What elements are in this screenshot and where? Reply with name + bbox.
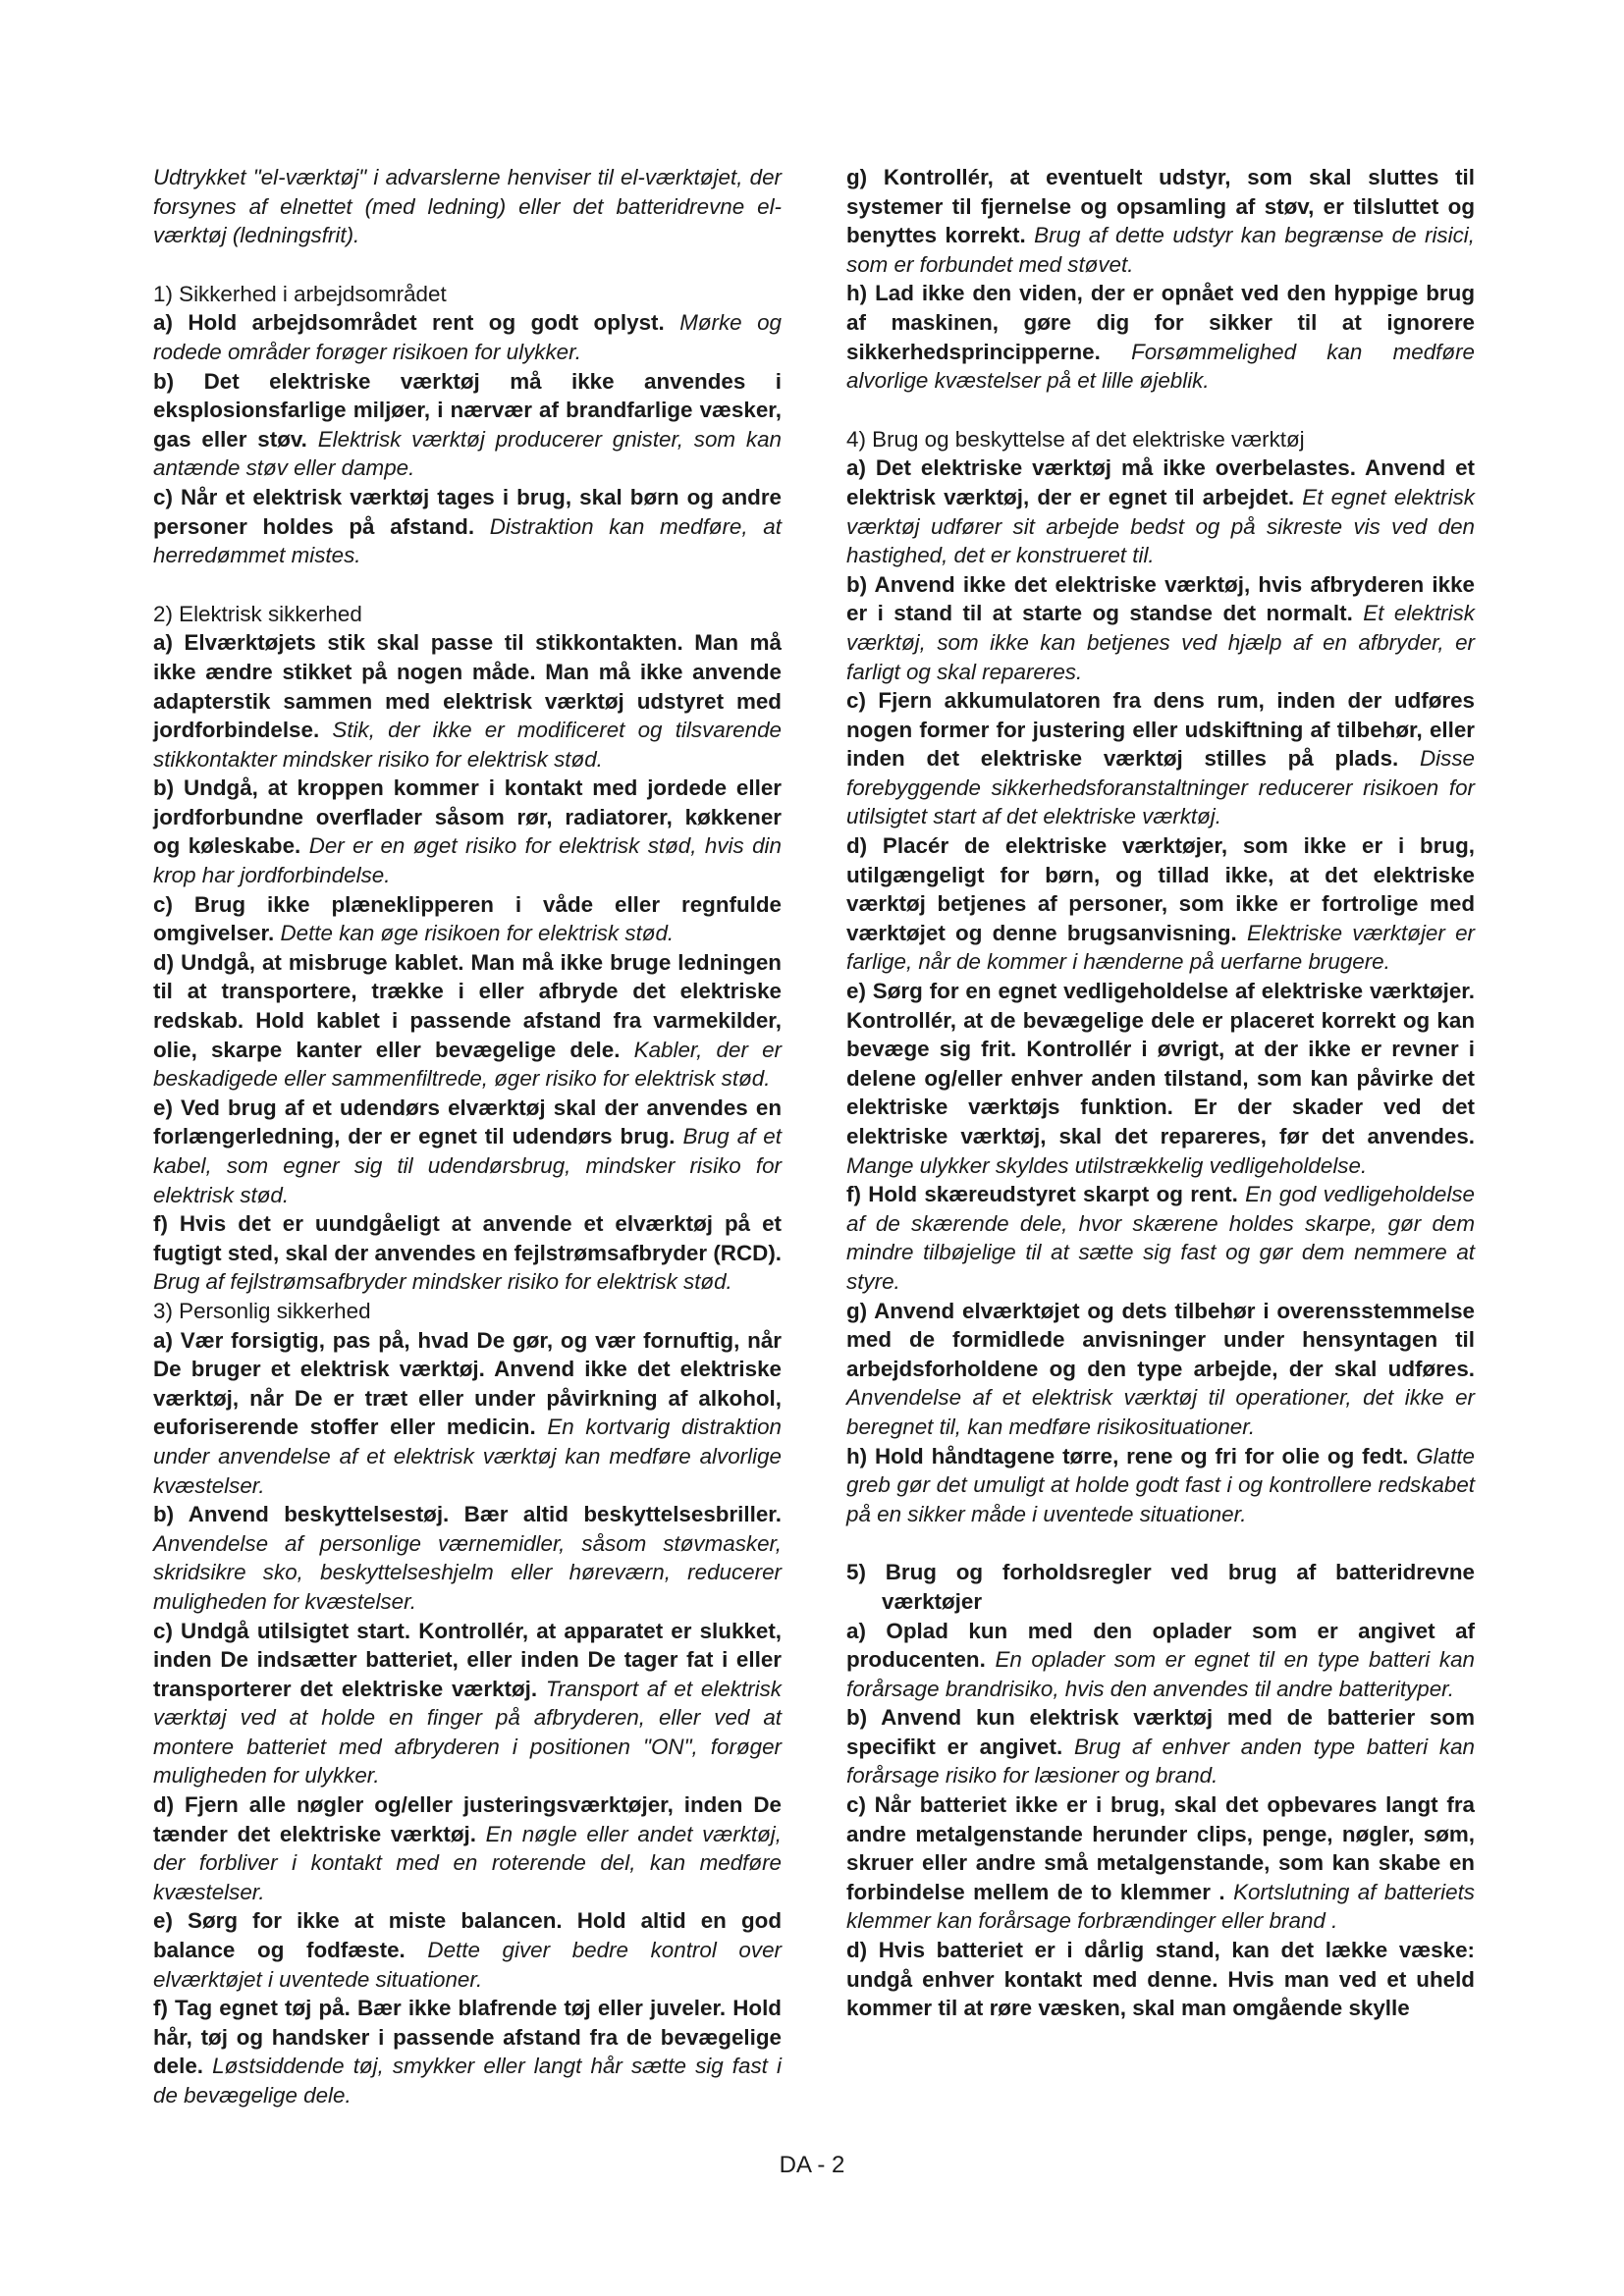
- intro-text: Udtrykket "el-værktøj" i advarslerne henviser til el-værktøjet, der forsynes af elnettet (med ledning) eller det batteridrevne el-værktøj (ledningsfrit).: [153, 165, 782, 248]
- s5-item-d: d) Hvis batteriet er i dårlig stand, kan det lække væske: undgå enhver kontakt med denne. Hvis man ved et uheld kommer til at røre væsken, skal man omgående skylle: [846, 1938, 1475, 2021]
- section-5-heading: 5) Brug og forholdsregler ved brug af batteridrevne værktøjer: [846, 1560, 1475, 1614]
- s4-item-g: g) Anvend elværktøjet og dets tilbehør i overensstemmelse med de formidlede anvisninger under hensyntagen til arbejdsforholdene og den type arbejde, der skal udføres. Anvendelse af et elektrisk værktøj til operationer, det ikke er beregnet til, kan medføre risikosituationer.: [846, 1298, 1475, 1439]
- s5-item-b: b) Anvend kun elektrisk værktøj med de batterier som specifikt er angivet. Brug af enhver anden type batteri kan forårsage risiko for læsioner og brand.: [846, 1705, 1475, 1789]
- s3-item-g: g) Kontrollér, at eventuelt udstyr, som skal sluttes til systemer til fjernelse og opsamling af støv, er tilsluttet og benyttes korrekt. Brug af dette udstyr kan begrænse de risici, som er forbundet med støvet.: [846, 165, 1475, 277]
- s2-item-b: b) Undgå, at kroppen kommer i kontakt med jordede eller jordforbundne overflader såsom rør, radiatorer, køkkener og køleskabe. Der er en øget risiko for elektrisk stød, hvis din krop har jordforbindelse.: [153, 775, 782, 888]
- s2-item-a: a) Elværktøjets stik skal passe til stikkontakten. Man må ikke ændre stikket på nogen måde. Man må ikke anvende adapterstik sammen med elektrisk værktøj udstyret med jordforbindelse. Stik, der ikke er modificeret og tilsvarende stikkontakter mindsker risiko for elektrisk stød.: [153, 630, 782, 772]
- s1-item-c: c) Når et elektrisk værktøj tages i brug, skal børn og andre personer holdes på afstand. Distraktion kan medføre, at herredømmet mistes.: [153, 484, 782, 568]
- s1-item-a: a) Hold arbejdsområdet rent og godt oplyst. Mørke og rodede områder forøger risikoen for ulykker.: [153, 310, 782, 364]
- s2-item-c: c) Brug ikke plæneklipperen i våde eller regnfulde omgivelser. Dette kan øge risikoen for elektrisk stød.: [153, 891, 782, 946]
- s2-item-d: d) Undgå, at misbruge kablet. Man må ikke bruge ledningen til at transportere, trække i eller afbryde det elektriske redskab. Hold kablet i passende afstand fra varmekilder, olie, skarpe kanter eller bevægelige dele. Kabler, der er beskadigede eller sammenfiltrede, øger risiko for elektrisk stød.: [153, 949, 782, 1092]
- s3-item-e: e) Sørg for ikke at miste balancen. Hold altid en god balance og fodfæste. Dette giver bedre kontrol over elværktøjet i uventede situationer.: [153, 1908, 782, 1992]
- page-number: DA - 2: [779, 2152, 845, 2178]
- s3-item-b: b) Anvend beskyttelsestøj. Bær altid beskyttelsesbriller. Anvendelse af personlige værnemidler, såsom støvmasker, skridsikre sko, beskyttelseshjelm eller høreværn, reducerer muligheden for kvæstelser.: [153, 1502, 782, 1614]
- s4-item-b: b) Anvend ikke det elektriske værktøj, hvis afbryderen ikke er i stand til at starte og standse det normalt. Et elektrisk værktøj, som ikke kan betjenes ved hjælp af en afbryder, er farligt og skal repareres.: [846, 571, 1475, 684]
- s1-item-b: b) Det elektriske værktøj må ikke anvendes i eksplosionsfarlige miljøer, i nærvær af brandfarlige væsker, gas eller støv. Elektrisk værktøj producerer gnister, som kan antænde støv eller dampe.: [153, 368, 782, 481]
- section-3-heading: 3) Personlig sikkerhed: [153, 1298, 371, 1323]
- section-2-heading: 2) Elektrisk sikkerhed: [153, 601, 362, 626]
- s3-item-f: f) Tag egnet tøj på. Bær ikke blafrende tøj eller juveler. Hold hår, tøj og handsker i passende afstand fra de bevægelige dele. Løstsiddende tøj, smykker eller langt hår sætte sig fast i de bevægelige dele.: [153, 1996, 782, 2108]
- s3-item-h: h) Lad ikke den viden, der er opnået ved den hyppige brug af maskinen, gøre dig for sikker til at ignorere sikkerhedsprincipperne. Forsømmelighed kan medføre alvorlige kvæstelser på et lille øjeblik.: [846, 281, 1475, 394]
- s3-item-a: a) Vær forsigtig, pas på, hvad De gør, og vær fornuftig, når De bruger et elektrisk værktøj. Anvend ikke det elektriske værktøj, når De er træt eller under påvirkning af alkohol, euforiserende stoffer eller medicin. En kortvarig distraktion under anvendelse af et elektrisk værktøj kan medføre alvorlige kvæstelser.: [153, 1327, 783, 1498]
- s5-item-c: c) Når batteriet ikke er i brug, skal det opbevares langt fra andre metalgenstande herunder clips, penge, nøgler, søm, skruer eller andre små metalgenstande, som kan skabe en forbindelse mellem de to klemmer . Kortslutning af batteriets klemmer kan forårsage forbrændinger eller brand .: [846, 1792, 1475, 1934]
- s4-item-a: a) Det elektriske værktøj må ikke overbelastes. Anvend et elektrisk værktøj, der er egnet til arbejdet. Et egnet elektrisk værktøj udfører sit arbejde bedst og på sikreste vis ved den hastighed, det er konstrueret til.: [846, 455, 1475, 568]
- s4-item-h: h) Hold håndtagene tørre, rene og fri for olie og fedt. Glatte greb gør det umuligt at holde godt fast i og kontrollere redskabet på en sikker måde i uventede situationer.: [846, 1443, 1475, 1526]
- s5-item-a: a) Oplad kun med den oplader som er angivet af producenten. En oplader som er egnet til en type batteri kan forårsage brandrisiko, hvis den anvendes til andre batterityper.: [846, 1618, 1475, 1701]
- s4-item-e: e) Sørg for en egnet vedligeholdelse af elektriske værktøjer. Kontrollér, at de bevægelige dele er placeret korrekt og kan bevæge sig frit. Kontrollér i øvrigt, at der ikke er revner i delene og/eller enhver anden tilstand, som kan påvirke det elektriske værktøjs funktion. Er der skader ved det elektriske værktøj, skal det repareres, før det anvendes. Mange ulykker skyldes utilstrækkelig vedligeholdelse.: [846, 979, 1475, 1178]
- section-1-heading: 1) Sikkerhed i arbejdsområdet: [153, 281, 447, 306]
- s2-item-f: f) Hvis det er uundgåeligt at anvende et elværktøj på et fugtigt sted, skal der anvendes en fejlstrømsafbryder (RCD). Brug af fejlstrømsafbryder mindsker risiko for elektrisk stød.: [153, 1211, 782, 1295]
- s4-item-c: c) Fjern akkumulatoren fra dens rum, inden der udføres nogen former for justering eller udskiftning af tilbehør, eller inden det elektriske værktøj stilles på plads. Disse forebyggende sikkerhedsforanstaltninger reducerer risikoen for utilsigtet start af det elektriske værktøj.: [846, 688, 1475, 829]
- section-4-heading: 4) Brug og beskyttelse af det elektriske værktøj: [846, 426, 1305, 452]
- s2-item-e: e) Ved brug af et udendørs elværktøj skal der anvendes en forlængerledning, der er egnet til udendørs brug. Brug af et kabel, som egner sig til udendørsbrug, mindsker risiko for elektrisk stød.: [153, 1095, 782, 1207]
- s3-item-d: d) Fjern alle nøgler og/eller justeringsværktøjer, inden De tænder det elektriske værktøj. En nøgle eller andet værktøj, der forbliver i kontakt med en roterende del, kan medføre kvæstelser.: [153, 1792, 782, 1904]
- s3-item-c: c) Undgå utilsigtet start. Kontrollér, at apparatet er slukket, inden De indsætter batteriet, eller inden De tager fat i eller transporterer det elektriske værktøj. Transport af et elektrisk værktøj ved at holde en finger på afbryderen, eller ved at montere batteriet med afbryderen i positionen "ON", forøger muligheden for ulykker.: [153, 1618, 782, 1789]
- s4-item-f: f) Hold skæreudstyret skarpt og rent. En god vedligeholdelse af de skærende dele, hvor skærene holdes skarpe, gør dem mindre tilbøjelige til at sætte sig fast og gør dem nemmere at styre.: [846, 1182, 1475, 1294]
- s4-item-d: d) Placér de elektriske værktøjer, som ikke er i brug, utilgængeligt for børn, og tillad ikke, at det elektriske værktøj betjenes af personer, som ikke er fortrolige med værktøjet og denne brugsanvisning. Elektriske værktøjer er farlige, når de kommer i hænderne på uerfarne brugere.: [846, 833, 1475, 975]
- right-column: [846, 163, 1475, 2023]
- left-column: [153, 163, 782, 2110]
